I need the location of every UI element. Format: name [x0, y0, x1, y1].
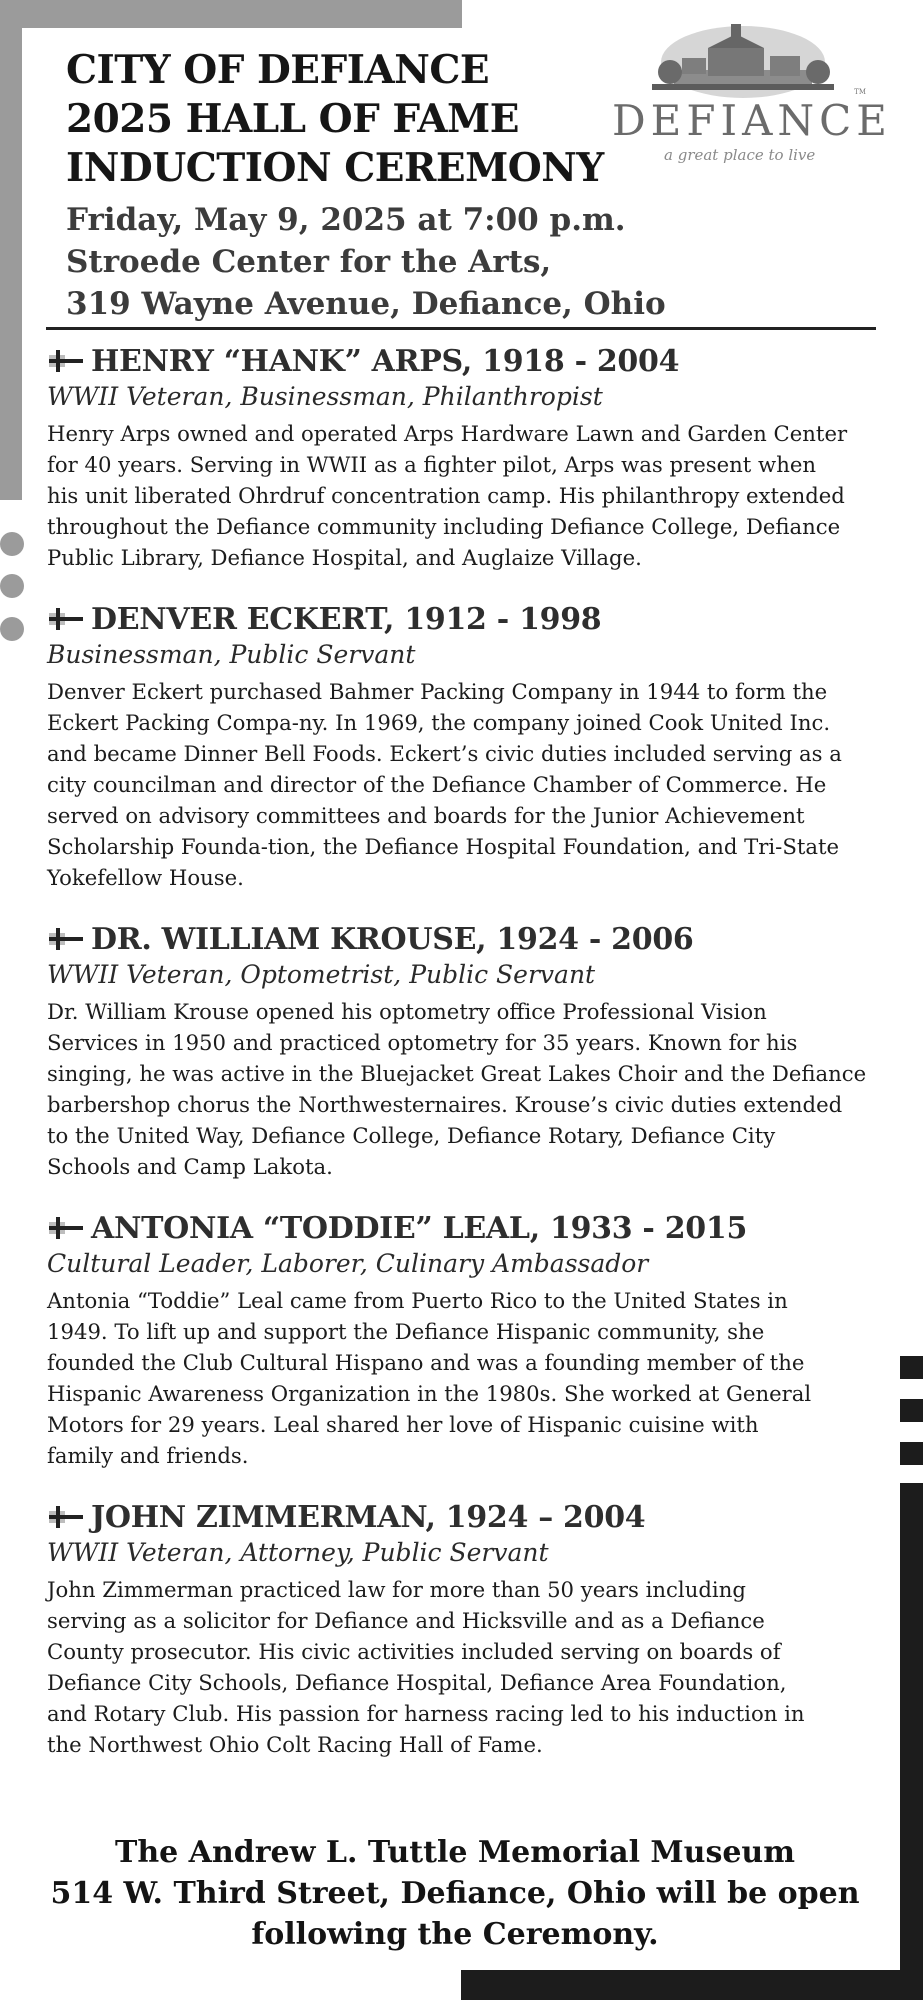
- title-line: INDUCTION CEREMONY: [66, 145, 604, 191]
- inductee-name: DENVER ECKERT, 1912 - 1998: [91, 601, 602, 637]
- event-details: [66, 199, 886, 325]
- bio-line: barbershop chorus the Northwesternaires. Krouse’s civic duties extended: [47, 1092, 843, 1117]
- bio-line: Dr. William Krouse opened his optometry office Professional Vision: [47, 999, 767, 1024]
- decorative-dot: [0, 574, 24, 598]
- inductee-roles: WWII Veteran, Attorney, Public Servant: [47, 1538, 549, 1567]
- bio-line: Scholarship Founda-tion, the Defiance Hospital Foundation, and Tri-State: [47, 834, 840, 859]
- bio-line: city councilman and director of the Defiance Chamber of Commerce. He: [47, 772, 827, 797]
- bio-line: Henry Arps owned and operated Arps Hardware Lawn and Garden Center: [47, 421, 848, 446]
- bio-line: Eckert Packing Compa-ny. In 1969, the company joined Cook United Inc.: [47, 710, 831, 735]
- inductee-name: ANTONIA “TODDIE” LEAL, 1933 - 2015: [91, 1210, 748, 1246]
- bio-line: Hispanic Awareness Organization in the 1980s. She worked at General: [47, 1381, 812, 1406]
- inductee-bio: [47, 418, 907, 573]
- city-skyline-icon: [612, 18, 874, 98]
- bio-line: Antonia “Toddie” Leal came from Puerto Rico to the United States in: [47, 1288, 788, 1313]
- bio-line: founded the Club Cultural Hispano and was a founding member of the: [47, 1350, 805, 1375]
- inductee-roles: WWII Veteran, Optometrist, Public Servant: [47, 960, 596, 989]
- inductee-name: DR. WILLIAM KROUSE, 1924 - 2006: [91, 921, 694, 957]
- defiance-logo: [612, 18, 892, 168]
- bio-line: Defiance City Schools, Defiance Hospital, Defiance Area Foundation,: [47, 1670, 787, 1695]
- bio-line: throughout the Defiance community including Defiance College, Defiance: [47, 514, 841, 539]
- decorative-bottom-bar: [461, 1970, 923, 2000]
- bio-line: and Rotary Club. His passion for harness racing led to his induction in: [47, 1701, 805, 1726]
- inductee-roles: Businessman, Public Servant: [47, 640, 416, 669]
- inductee-entry: [47, 1498, 907, 1760]
- inductee-entry: [47, 342, 907, 573]
- decorative-left-bar: [0, 0, 22, 500]
- flag-cross-icon: [47, 927, 85, 951]
- bio-line: Services in 1950 and practiced optometry for 35 years. Known for his: [47, 1030, 798, 1055]
- inductee-bio: [47, 676, 907, 893]
- footer-line: The Andrew L. Tuttle Memorial Museum: [115, 1835, 795, 1870]
- bio-line: Schools and Camp Lakota.: [47, 1154, 333, 1179]
- logo-wordmark: DEFIANCE: [612, 96, 892, 145]
- bio-line: 1949. To lift up and support the Defiance Hispanic community, she: [47, 1319, 765, 1344]
- bio-line: to the United Way, Defiance College, Defiance Rotary, Defiance City: [47, 1123, 776, 1148]
- event-date: Friday, May 9, 2025 at 7:00 p.m.: [66, 202, 626, 238]
- footer-line: following the Ceremony.: [251, 1917, 659, 1952]
- bio-line: singing, he was active in the Bluejacket Great Lakes Choir and the Defiance: [47, 1061, 867, 1086]
- bio-line: served on advisory committees and boards for the Junior Achievement: [47, 803, 805, 828]
- event-venue: Stroede Center for the Arts,: [66, 244, 552, 280]
- event-address: 319 Wayne Avenue, Defiance, Ohio: [66, 286, 666, 322]
- bio-line: Denver Eckert purchased Bahmer Packing Company in 1944 to form the: [47, 679, 828, 704]
- bio-line: his unit liberated Ohrdruf concentration camp. His philanthropy extended: [47, 483, 845, 508]
- inductee-roles: Cultural Leader, Laborer, Culinary Ambassador: [47, 1249, 649, 1278]
- header-divider: [46, 327, 876, 330]
- bio-line: family and friends.: [47, 1443, 249, 1468]
- decorative-dot: [0, 617, 24, 641]
- inductee-name: HENRY “HANK” ARPS, 1918 - 2004: [91, 343, 680, 379]
- bio-line: Motors for 29 years. Leal shared her love of Hispanic cuisine with: [47, 1412, 759, 1437]
- flag-cross-icon: [47, 349, 85, 373]
- inductee-name: JOHN ZIMMERMAN, 1924 – 2004: [91, 1499, 646, 1535]
- inductee-bio: [47, 996, 907, 1182]
- bio-line: Yokefellow House.: [47, 865, 244, 890]
- title-line: CITY OF DEFIANCE: [66, 47, 490, 93]
- decorative-dot: [0, 532, 24, 556]
- inductee-entry: [47, 600, 907, 893]
- bio-line: and became Dinner Bell Foods. Eckert’s civic duties included serving as a: [47, 741, 842, 766]
- inductee-bio: [47, 1574, 907, 1760]
- inductee-heading: [47, 342, 907, 380]
- bio-line: County prosecutor. His civic activities included serving on boards of: [47, 1639, 781, 1664]
- inductee-entry: [47, 920, 907, 1182]
- logo-tagline: a great place to live: [664, 146, 816, 164]
- bio-line: John Zimmerman practiced law for more than 50 years including: [47, 1577, 746, 1602]
- inductee-heading: [47, 1498, 907, 1536]
- inductee-heading: [47, 600, 907, 638]
- decorative-top-bar: [0, 0, 462, 28]
- inductee-list: [47, 342, 907, 1787]
- inductee-entry: [47, 1209, 907, 1471]
- museum-notice: [30, 1832, 880, 1955]
- flag-cross-icon: [47, 1216, 85, 1240]
- trademark-mark: TM: [854, 88, 866, 96]
- inductee-heading: [47, 920, 907, 958]
- bio-line: serving as a solicitor for Defiance and Hicksville and as a Defiance: [47, 1608, 765, 1633]
- title-line: 2025 HALL OF FAME: [66, 96, 519, 142]
- bio-line: the Northwest Ohio Colt Racing Hall of Fame.: [47, 1732, 543, 1757]
- flag-cross-icon: [47, 1505, 85, 1529]
- bio-line: for 40 years. Serving in WWII as a fighter pilot, Arps was present when: [47, 452, 817, 477]
- bio-line: Public Library, Defiance Hospital, and Auglaize Village.: [47, 545, 642, 570]
- inductee-bio: [47, 1285, 907, 1471]
- inductee-roles: WWII Veteran, Businessman, Philanthropist: [47, 382, 603, 411]
- flag-cross-icon: [47, 607, 85, 631]
- footer-line: 514 W. Third Street, Defiance, Ohio will be open: [50, 1876, 860, 1911]
- inductee-heading: [47, 1209, 907, 1247]
